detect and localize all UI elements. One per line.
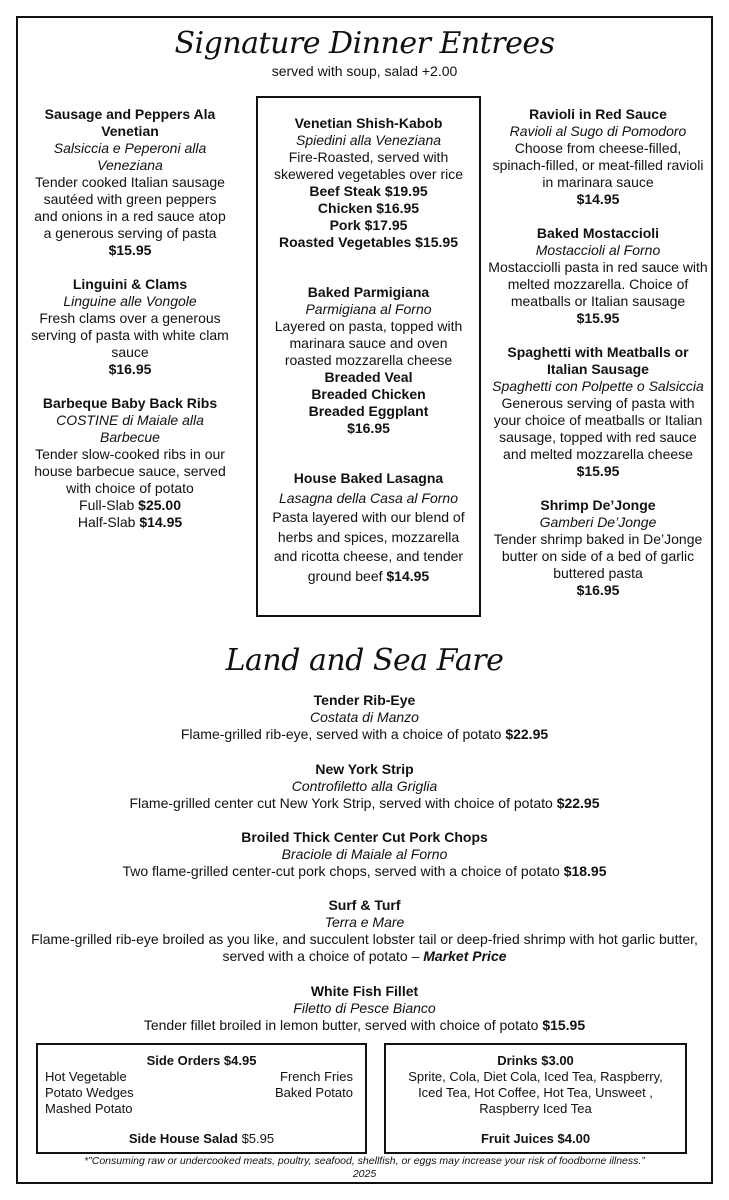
item-name: Baked Mostaccioli xyxy=(536,225,660,241)
item-desc: Fresh clams over a generous serving of pasta with white clam sauce xyxy=(31,310,229,360)
item-desc: Flame-grilled center cut New York Strip, served with choice of potato xyxy=(129,795,553,811)
menu-item xyxy=(488,497,708,599)
item-italian: Filetto di Pesce Bianco xyxy=(293,1000,436,1016)
item-name: Sausage and Peppers Ala Venetian xyxy=(44,106,216,139)
middle-column xyxy=(266,115,471,586)
item-name: Ravioli in Red Sauce xyxy=(529,106,667,122)
item-italian: Salsiccia e Peperoni alla Veneziana xyxy=(53,140,207,173)
item-desc: Pasta layered with our blend of herbs and spices, mozzarella and ricotta cheese, and tender ground beef xyxy=(272,509,465,584)
item-option: Breaded Chicken xyxy=(311,386,426,402)
item-price: Market Price xyxy=(423,948,507,964)
signature-title: Signature Dinner Entrees xyxy=(174,26,555,61)
item-desc: Fire-Roasted, served with skewered vegetables over rice xyxy=(273,149,464,182)
item-name: Tender Rib-Eye xyxy=(313,692,416,708)
item-price: $15.95 xyxy=(576,463,620,479)
menu-item xyxy=(266,284,471,437)
item-name: House Baked Lasagna xyxy=(293,470,444,486)
item-option: Breaded Eggplant xyxy=(308,403,429,419)
menu-item xyxy=(488,225,708,327)
side-salad xyxy=(38,1131,365,1147)
item-price: $18.95 xyxy=(563,863,607,879)
item-option: Beef Steak $19.95 xyxy=(309,183,428,199)
item-price: $16.95 xyxy=(347,420,390,436)
item-option: Roasted Vegetables $15.95 xyxy=(279,234,458,250)
item-desc: Mostacciolli pasta in red sauce with melted mozzarella. Choice of meatballs or Italian sausage xyxy=(488,259,708,309)
item-price: $16.95 xyxy=(108,361,152,377)
side-salad-price: $5.95 xyxy=(241,1131,275,1146)
menu-item xyxy=(30,395,230,531)
side-orders-box xyxy=(36,1043,367,1154)
full-slab-price: $25.00 xyxy=(138,497,181,513)
menu-item xyxy=(488,106,708,208)
drinks-list: Sprite, Cola, Diet Cola, Iced Tea, Raspberry, Iced Tea, Hot Coffee, Hot Tea, Unsweet , Raspberry Iced Tea xyxy=(408,1069,663,1116)
item-italian: Parmigiana al Forno xyxy=(305,301,432,317)
item-italian: Spiedini alla Veneziana xyxy=(295,132,442,148)
item-price: $14.95 xyxy=(386,567,430,584)
item-desc: Tender cooked Italian sausage sautéed with green peppers and onions in a red sauce atop a generous serving of pasta xyxy=(34,174,226,241)
item-name: Linguini & Clams xyxy=(72,276,188,292)
item-desc: Flame-grilled rib-eye, served with a choice of potato xyxy=(180,726,502,742)
item-italian: Lasagna della Casa al Forno xyxy=(278,489,458,506)
item-desc: Tender shrimp baked in De’Jonge butter on side of a bed of garlic buttered pasta xyxy=(493,531,703,581)
item-price: $16.95 xyxy=(576,582,620,598)
side-salad-label: Side House Salad xyxy=(128,1131,238,1146)
right-column xyxy=(488,106,708,616)
signature-subtitle: served with soup, salad +2.00 xyxy=(271,63,458,79)
item-name: Baked Parmigiana xyxy=(307,284,430,300)
side-item: French Fries xyxy=(280,1069,353,1084)
menu-item xyxy=(30,276,230,378)
side-list-left xyxy=(45,1069,134,1117)
item-desc: Tender slow-cooked ribs in our house barbecue sauce, served with choice of potato xyxy=(34,446,226,496)
menu-item xyxy=(266,469,471,586)
side-item: Mashed Potato xyxy=(45,1101,133,1116)
item-name: Surf & Turf xyxy=(328,897,401,913)
item-price: $22.95 xyxy=(556,795,600,811)
menu-item xyxy=(30,106,230,259)
health-disclaimer: *”Consuming raw or undercooked meats, poultry, seafood, shellfish, or eggs may increase your risk of foodborne illness.” xyxy=(84,1155,645,1167)
fare-item xyxy=(30,897,699,965)
menu-year: 2025 xyxy=(352,1168,377,1180)
item-italian: Ravioli al Sugo di Pomodoro xyxy=(509,123,687,139)
item-italian: Terra e Mare xyxy=(324,914,405,930)
item-desc: Generous serving of pasta with your choice of meatballs or Italian sausage, topped with red sauce and melted mozzarella cheese xyxy=(493,395,703,462)
left-column xyxy=(30,106,230,548)
item-price: $15.95 xyxy=(108,242,152,258)
item-name: Shrimp De’Jonge xyxy=(540,497,656,513)
menu-item xyxy=(266,115,471,251)
item-name: Spaghetti with Meatballs or Italian Sausage xyxy=(507,344,689,377)
item-italian: Braciole di Maiale al Forno xyxy=(281,846,448,862)
fruit-juices: Fruit Juices $4.00 xyxy=(480,1131,591,1146)
side-list-right xyxy=(275,1069,353,1101)
fare-item xyxy=(30,983,699,1034)
item-name: New York Strip xyxy=(315,761,414,777)
half-slab-label: Half-Slab xyxy=(77,514,136,530)
item-italian: Gamberi De’Jonge xyxy=(539,514,657,530)
side-item: Hot Vegetable xyxy=(45,1069,127,1084)
drinks-title: Drinks $3.00 xyxy=(497,1053,574,1068)
item-price: $15.95 xyxy=(576,310,620,326)
item-name: White Fish Fillet xyxy=(310,983,419,999)
item-price: $15.95 xyxy=(542,1017,586,1033)
item-option: Pork $17.95 xyxy=(329,217,408,233)
fare-item xyxy=(30,829,699,880)
half-slab-price: $14.95 xyxy=(139,514,183,530)
item-italian: Controfiletto alla Griglia xyxy=(291,778,438,794)
side-item: Baked Potato xyxy=(274,1085,353,1100)
item-desc: Tender fillet broiled in lemon butter, served with choice of potato xyxy=(143,1017,539,1033)
item-price: $22.95 xyxy=(505,726,549,742)
item-desc: Layered on pasta, topped with marinara sauce and oven roasted mozzarella cheese xyxy=(274,318,463,368)
item-italian: Costata di Manzo xyxy=(310,709,419,725)
item-italian: COSTINE di Maiale alla Barbecue xyxy=(56,412,204,445)
menu-item xyxy=(488,344,708,480)
fare-item xyxy=(30,761,699,812)
full-slab-label: Full-Slab xyxy=(79,497,135,513)
side-orders-title: Side Orders $4.95 xyxy=(146,1053,257,1068)
item-option: Breaded Veal xyxy=(324,369,413,385)
item-price: $14.95 xyxy=(576,191,620,207)
item-name: Barbeque Baby Back Ribs xyxy=(42,395,218,411)
item-desc: Choose from cheese-filled, spinach-filled, or meat-filled ravioli in marinara sauce xyxy=(492,140,704,190)
side-item: Potato Wedges xyxy=(45,1085,134,1100)
item-desc: Two flame-grilled center-cut pork chops, served with a choice of potato xyxy=(122,863,560,879)
landsea-title: Land and Sea Fare xyxy=(225,643,504,678)
item-option: Chicken $16.95 xyxy=(317,200,420,216)
fare-item xyxy=(30,692,699,743)
item-italian: Mostaccioli al Forno xyxy=(535,242,661,258)
drinks-box xyxy=(384,1043,687,1154)
item-italian: Spaghetti con Polpette o Salsiccia xyxy=(492,378,704,394)
item-name: Venetian Shish-Kabob xyxy=(294,115,443,131)
item-name: Broiled Thick Center Cut Pork Chops xyxy=(241,829,488,845)
item-italian: Linguine alle Vongole xyxy=(63,293,197,309)
item-desc: Flame-grilled rib-eye broiled as you like, and succulent lobster tail or deep-fried shrimp with hot garlic butter, served with a choice of potato – xyxy=(31,931,698,964)
